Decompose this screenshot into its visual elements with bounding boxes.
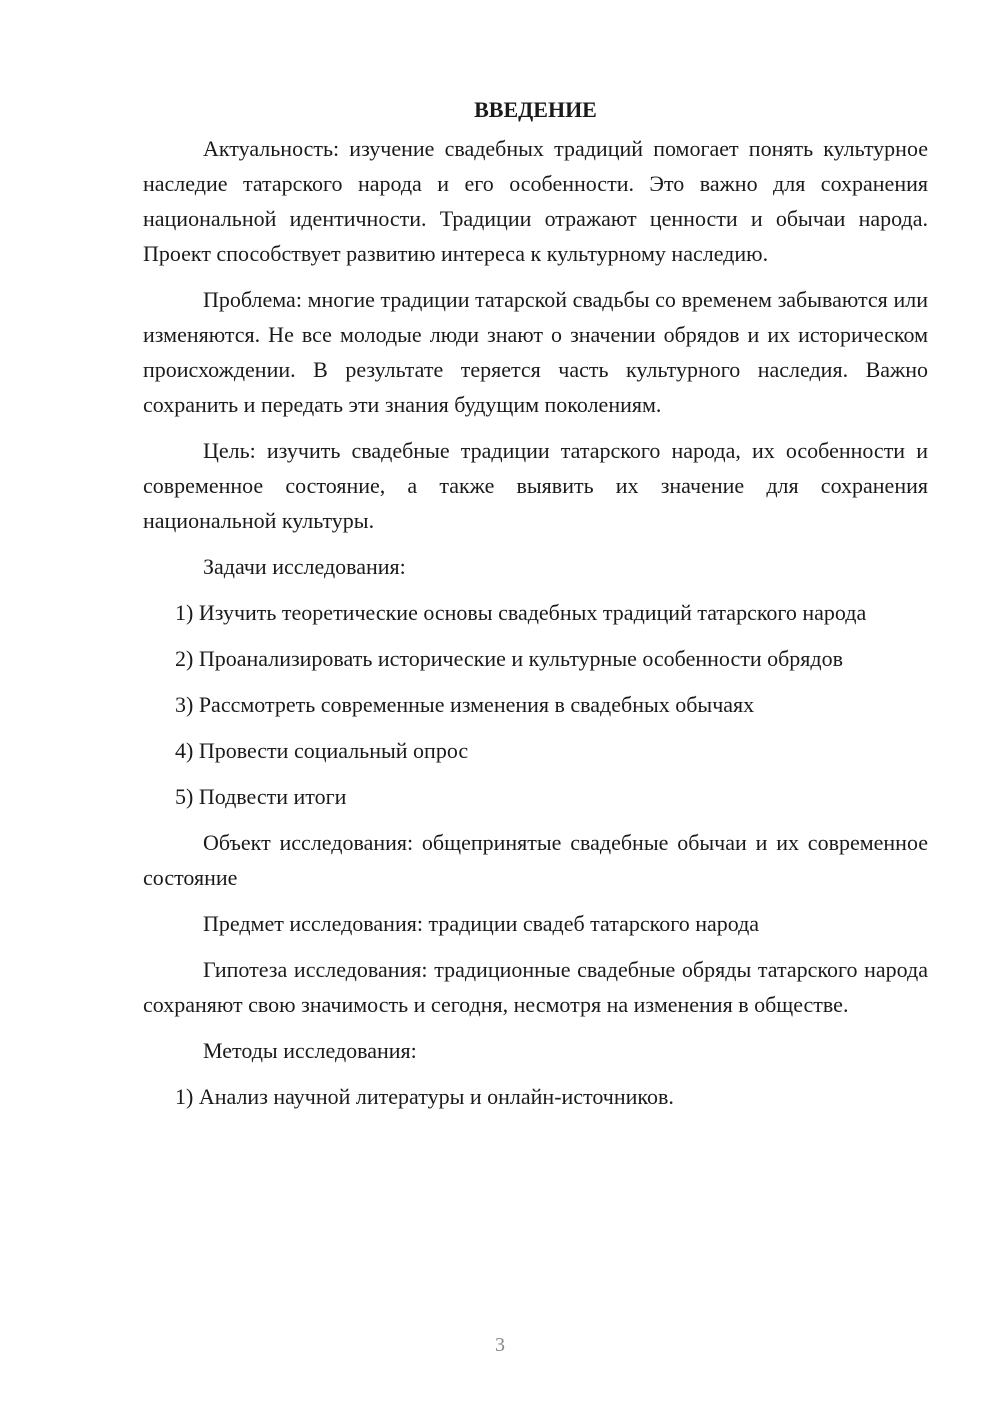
page-number: 3: [495, 1334, 505, 1356]
subject-paragraph: Предмет исследования: традиции свадеб татарского народа: [203, 911, 760, 936]
page-title: ВВЕДЕНИЕ: [474, 97, 597, 122]
hypothesis-paragraph: Гипотеза исследования: традиционные свадебные обряды татарского народа сохраняют свою значимость и сегодня, несмотря на изменения в обществе.: [143, 957, 928, 1017]
task-item-2: 2) Проанализировать исторические и культурные особенности обрядов: [175, 646, 843, 671]
object-paragraph: Объект исследования: общепринятые свадебные обычаи и их современное состояние: [143, 830, 928, 890]
problem-paragraph: Проблема: многие традиции татарской свадьбы со временем забываются или изменяются. Не все молодые люди знают о значении обрядов и их историческом происхождении. В результате теряется часть культурного наследия. Важно сохранить и передать эти знания будущим поколениям.: [143, 287, 928, 417]
task-item-3: 3) Рассмотреть современные изменения в свадебных обычаях: [175, 692, 755, 717]
document-page: [143, 92, 928, 1125]
method-item-1: 1) Анализ научной литературы и онлайн-источников.: [175, 1084, 674, 1109]
task-item-5: 5) Подвести итоги: [175, 784, 347, 809]
task-item-4: 4) Провести социальный опрос: [175, 738, 469, 763]
methods-heading: Методы исследования:: [203, 1038, 417, 1063]
tasks-heading: Задачи исследования:: [203, 554, 406, 579]
goal-paragraph: Цель: изучить свадебные традиции татарского народа, их особенности и современное состояние, а также выявить их значение для сохранения национальной культуры.: [143, 438, 928, 533]
task-item-1: 1) Изучить теоретические основы свадебных традиций татарского народа: [175, 600, 867, 625]
relevance-paragraph: Актуальность: изучение свадебных традиций помогает понять культурное наследие татарского народа и его особенности. Это важно для сохранения национальной идентичности. Традиции отражают ценности и обычаи народа. Проект способствует развитию интереса к культурному наследию.: [143, 136, 928, 266]
